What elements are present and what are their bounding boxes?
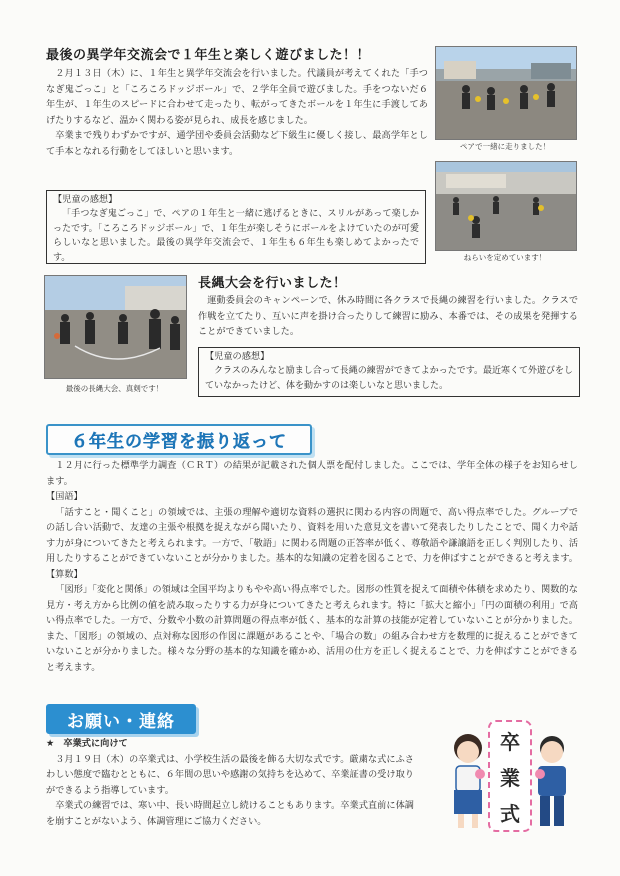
section2-title: 長縄大会を行いました！ [198, 276, 347, 291]
sansu-label: 【算数】 [46, 568, 83, 580]
sansu-text: 「図形」「変化と関係」の領域は全国平均よりもやや高い得点率でした。図形の性質を捉えて面積や体積を求めたり、関数的な見方・考え方から比例の値を読み取ったりする力が身についてきたと考えられます。特に「拡大と縮小」「円の面積の利用」で高い得点率でした。一方で、分数や小数の計算問題の得点率が低く、基本的な計算の技能が定着していないことが分かりました。また、「図形」の領域の、点対称な図形の作図に課題があることや、「場合の数」の組み合わせ方を数理的に捉えることができていないことが分かりました。様々な分野の基本的な知識を確かめ、活用の仕方を正しく捉えることで、力を伸ばすことができると考えます。 [46, 584, 578, 673]
photo-dodgeball [435, 161, 577, 251]
graduation-sign [488, 720, 532, 832]
section1-impression-text: 「手つなぎ鬼ごっこ」で、ペアの１年生と一緒に逃げるときに、スリルがあって楽しかったです。「ころころドッジボール」で、１年生が楽しそうにボールをよけていたのが可愛らしいなと思いました。最後の異学年交流会で、１年生も６年生も楽しめてよかったです。 [53, 209, 419, 263]
kokugo-text: 「話すこと・聞くこと」の領域では、主張の理解や適切な資料の選択に関わる内容の問題で、高い得点率でした。グループでの話し合い活動で、友達の主張や根拠を捉えながら聞いたり、資料を用いた意見文を書いて発表したりしたことで、聞く力や話す力が身についてきたと考えられます。一方で、「敬語」に関わる問題の正答率が低く、尊敬語や謙譲語を正しく判別したり、活用したりすることができていないことが分かりました。基本的な知識の定着を図ることで、力を伸ばすことができると考えます。 [46, 506, 578, 564]
section1-paragraph2: 卒業まで残りわずかですが、通学団や委員会活動など下級生に優しく接し、最高学年として手本となれる行動をしてほしいと思います。 [46, 130, 428, 157]
section3-banner: ６年生の学習を振り返って [46, 424, 312, 455]
photo-long-rope [44, 275, 187, 379]
section4-paragraph2: 卒業式の練習では、寒い中、長い時間起立し続けることもあります。卒業式直前に体調を崩すことがないよう、体調管理にご協力ください。 [46, 800, 414, 827]
caption-pair-running: ペアで一緒に走りました！ [459, 142, 551, 151]
caption-long-rope: 最後の長縄大会、真剣です！ [65, 384, 164, 393]
caption-dodgeball: ねらいを定めています！ [463, 253, 547, 262]
photo-pair-running [435, 46, 577, 140]
section4-banner: お願い・連絡 [46, 704, 196, 734]
section4-body [46, 736, 414, 829]
section1-paragraph1: ２月１３日（木）に、１年生と異学年交流会を行いました。代議員が考えてくれた「手つなぎ鬼ごっこ」と「ころころドッジボール」で、２学年全員で遊びました。手をつないだ６年生が、１年生のスピードに合わせて走ったり、転がってきたボールを１年生に手渡してあげたりするなど、温かく関わる姿が見られ、成長を感じました。 [46, 68, 428, 126]
section2-impression-box [198, 347, 580, 397]
section4-subtitle: ★ 卒業式に向けて [46, 738, 128, 749]
section3-body [46, 458, 578, 675]
kokugo-label: 【国語】 [46, 491, 83, 502]
section1-title: 最後の異学年交流会で１年生と楽しく遊びました！！ [46, 48, 371, 63]
graduation-sign-char2: 業 [500, 765, 520, 790]
section4-paragraph1: ３月１９日（木）の卒業式は、小学校生活の最後を飾る大切な式です。厳粛な式にふさわしい態度で臨むとともに、６年間の思いや感謝の気持ちを込めて、卒業証書の受け取りができるよう指導しています。 [46, 753, 414, 796]
section1-impression-box [46, 190, 426, 264]
section1-body [46, 66, 428, 159]
section2-body [198, 293, 578, 340]
section2-paragraph1: 運動委員会のキャンペーンで、休み時間に各クラスで長縄の練習を行いました。クラスで作戦を立てたり、互いに声を掛け合ったりして練習に励み、本番では、その成果を発揮することができていました。 [198, 295, 579, 337]
section3-intro: １２月に行った標準学力調査（ＣＲＴ）の結果が記載された個人票を配付しました。ここでは、学年全体の様子をお知らせします。 [46, 460, 578, 487]
section1-impression-title: 【児童の感想】 [53, 194, 118, 205]
section2-impression-title: 【児童の感想】 [205, 351, 270, 362]
graduation-sign-char1: 卒 [500, 729, 520, 754]
section2-impression-text: クラスのみんなと励まし合って長縄の練習ができてよかったです。最近寒くて外遊びをしていなかったけど、体を動かすのは楽しいなと思いました。 [205, 366, 574, 391]
graduation-sign-char3: 式 [500, 801, 520, 826]
